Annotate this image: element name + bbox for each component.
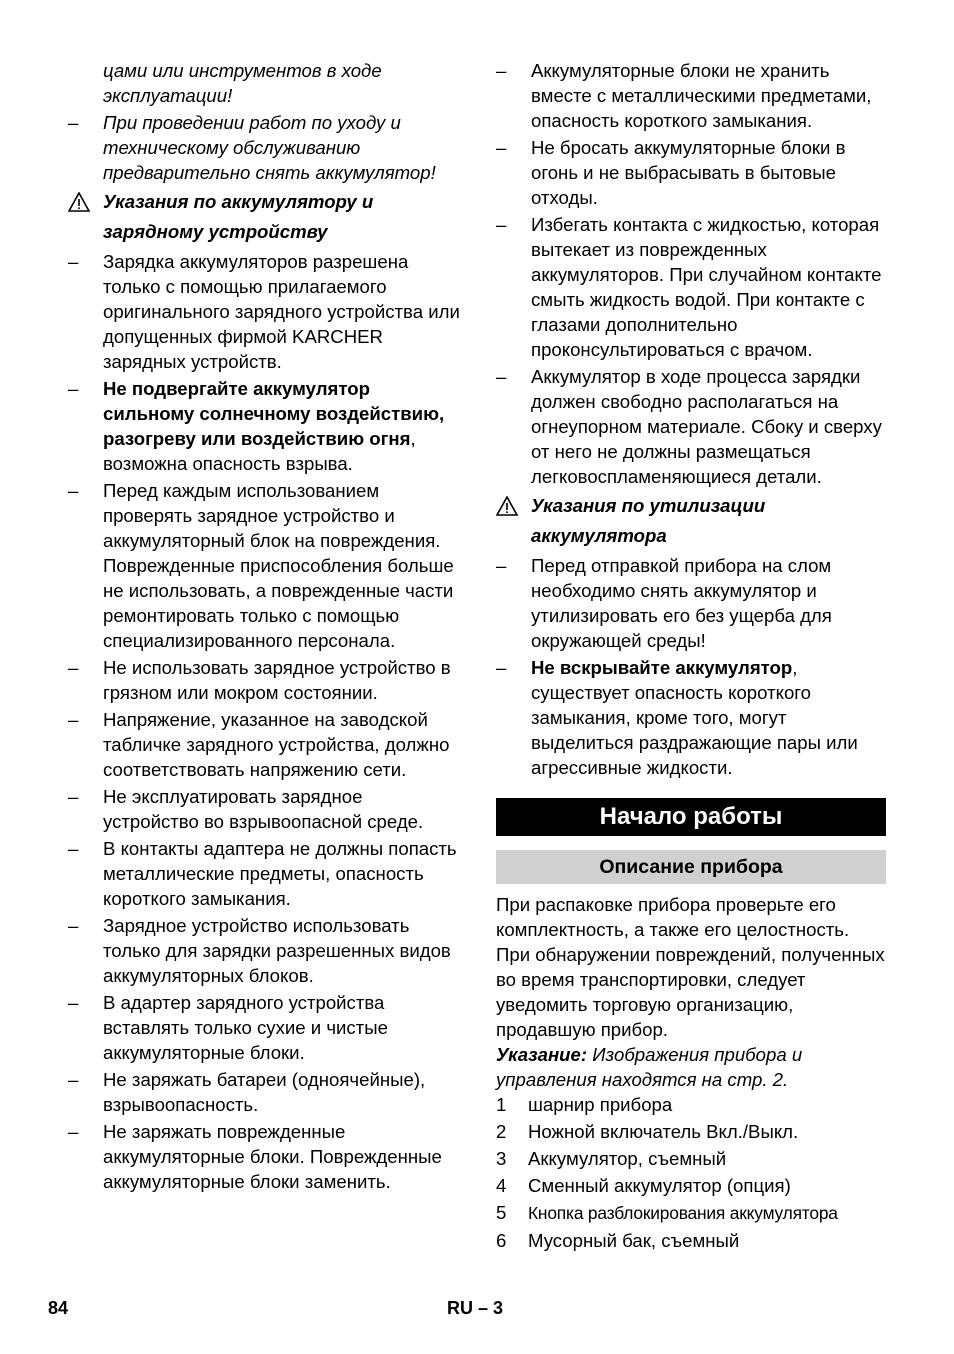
part-number: 4 [496, 1175, 507, 1196]
part-number: 2 [496, 1121, 507, 1142]
list-item [496, 212, 886, 362]
note-text: Изображения прибора и управления находятся на стр. 2. [496, 1044, 803, 1090]
warning-heading-battery [68, 187, 460, 247]
page-number: 84 [48, 1298, 69, 1318]
part-number: 5 [496, 1202, 507, 1223]
part-item [496, 1228, 886, 1253]
list-item [496, 135, 886, 210]
part-number: 3 [496, 1148, 507, 1169]
dash-bullet: – [496, 214, 507, 235]
continued-text: цами или инструментов в ходе эксплуатации! [103, 60, 382, 106]
part-item [496, 1119, 886, 1144]
list-item [68, 1067, 460, 1117]
list-item-text: В контакты адаптера не должны попасть металлические предметы, опасность короткого замыкания. [103, 838, 457, 909]
list-item [68, 655, 460, 705]
part-item [496, 1200, 886, 1226]
dash-bullet: – [68, 838, 79, 859]
section-title: Начало работы [496, 798, 886, 836]
warning-title: Указания по утилизации аккумулятора [531, 495, 766, 546]
dash-bullet: – [68, 1069, 79, 1090]
dash-bullet: – [496, 657, 507, 678]
dash-bullet: – [68, 915, 79, 936]
list-item [68, 249, 460, 374]
warning-triangle-icon [496, 496, 518, 516]
part-number: 6 [496, 1230, 507, 1251]
dash-bullet: – [496, 555, 507, 576]
list-item-text: , возможна опасность взрыва. [103, 428, 416, 474]
list-item [496, 553, 886, 653]
dash-bullet: – [68, 657, 79, 678]
list-item-text: Зарядка аккумуляторов разрешена только с помощью прилагаемого оригинального зарядного устройства или допущенных фирмой KARCHER зарядных устройств. [103, 251, 460, 372]
list-item-text: Не заряжать поврежденные аккумуляторные блоки. Поврежденные аккумуляторные блоки заменить. [103, 1121, 442, 1192]
list-item-bold-text: Не подвергайте аккумулятор сильному солнечному воздействию, разогреву или воздействию огня [103, 378, 445, 449]
list-item-bold-text: Не вскрывайте аккумулятор [531, 657, 793, 678]
dash-bullet: – [496, 137, 507, 158]
list-item-text: , существует опасность короткого замыкания, кроме того, могут выделиться раздражающие пары или агрессивные жидкости. [531, 657, 858, 778]
warning-title: Указания по аккумулятору и зарядному устройству [103, 191, 374, 242]
list-item-text: Напряжение, указанное на заводской табличке зарядного устройства, должно соответствовать напряжению сети. [103, 709, 450, 780]
part-label: шарнир прибора [528, 1094, 673, 1115]
list-item-text: Не заряжать батареи (одноячейные), взрывоопасность. [103, 1069, 426, 1115]
list-item-text: Не бросать аккумуляторные блоки в огонь и не выбрасывать в бытовые отходы. [531, 137, 846, 208]
left-column [68, 58, 460, 1196]
dash-bullet: – [68, 992, 79, 1013]
list-item [68, 376, 460, 476]
list-item [68, 1119, 460, 1194]
part-label: Мусорный бак, съемный [528, 1230, 740, 1251]
list-item-text: При проведении работ по уходу и техническому обслуживанию предварительно снять аккумулятор! [103, 112, 436, 183]
warning-triangle-icon [68, 192, 90, 212]
dash-bullet: – [68, 709, 79, 730]
right-column [496, 58, 886, 1255]
list-item-text: Аккумуляторные блоки не хранить вместе с металлическими предметами, опасность короткого замыкания. [531, 60, 872, 131]
list-item-text: Не использовать зарядное устройство в грязном или мокром состоянии. [103, 657, 451, 703]
note-label: Указание: [496, 1044, 588, 1065]
dash-bullet: – [496, 366, 507, 387]
dash-bullet: – [68, 112, 79, 133]
warning-heading-disposal [496, 491, 886, 551]
list-item-text: Перед каждым использованием проверять зарядное устройство и аккумуляторный блок на повреждения. Поврежденные приспособления больше не использовать, а поврежденные части ремонтировать только с помощью специализированного персонала. [103, 480, 454, 651]
list-item-text: В адартер зарядного устройства вставлять только сухие и чистые аккумуляторные блоки. [103, 992, 388, 1063]
dash-bullet: – [68, 251, 79, 272]
part-label: Ножной включатель Вкл./Выкл. [528, 1121, 799, 1142]
list-item [68, 913, 460, 988]
list-item-text: Избегать контакта с жидкостью, которая вытекает из поврежденных аккумуляторов. При случайном контакте смыть жидкость водой. При контакте с глазами дополнительно проконсультироваться с врачом. [531, 214, 882, 360]
list-item [68, 990, 460, 1065]
list-item-text: Не эксплуатировать зарядное устройство во взрывоопасной среде. [103, 786, 424, 832]
intro-paragraph: При распаковке прибора проверьте его комплектность, а также его целостность. При обнаружении повреждений, полученных во время транспортировки, следует уведомить торговую организацию, продавшую прибор. [496, 894, 885, 1040]
list-item [496, 364, 886, 489]
part-item [496, 1092, 886, 1117]
list-item [68, 707, 460, 782]
list-item [68, 784, 460, 834]
part-label: Кнопка разблокирования аккумулятора [528, 1203, 838, 1223]
part-number: 1 [496, 1094, 507, 1115]
part-item [496, 1173, 886, 1198]
part-item [496, 1146, 886, 1171]
list-item [496, 58, 886, 133]
subsection-title: Описание прибора [496, 850, 886, 884]
dash-bullet: – [68, 378, 79, 399]
note-paragraph [496, 1042, 886, 1092]
list-item [68, 110, 460, 185]
list-item-text: Аккумулятор в ходе процесса зарядки должен свободно располагаться на огнеупорном материале. Сбоку и сверху от него не должны размещаться легковоспламеняющиеся детали. [531, 366, 882, 487]
list-item [68, 836, 460, 911]
list-item [68, 478, 460, 653]
list-item-text: Перед отправкой прибора на слом необходимо снять аккумулятор и утилизировать его без ущерба для окружающей среды! [531, 555, 832, 651]
dash-bullet: – [68, 786, 79, 807]
language-page-label: RU – 3 [447, 1298, 504, 1318]
list-item-text: Зарядное устройство использовать только для зарядки разрешенных видов аккумуляторных блоков. [103, 915, 451, 986]
list-item [496, 655, 886, 780]
dash-bullet: – [68, 480, 79, 501]
part-label: Аккумулятор, съемный [528, 1148, 727, 1169]
part-label: Сменный аккумулятор (опция) [528, 1175, 791, 1196]
dash-bullet: – [68, 1121, 79, 1142]
dash-bullet: – [496, 60, 507, 81]
